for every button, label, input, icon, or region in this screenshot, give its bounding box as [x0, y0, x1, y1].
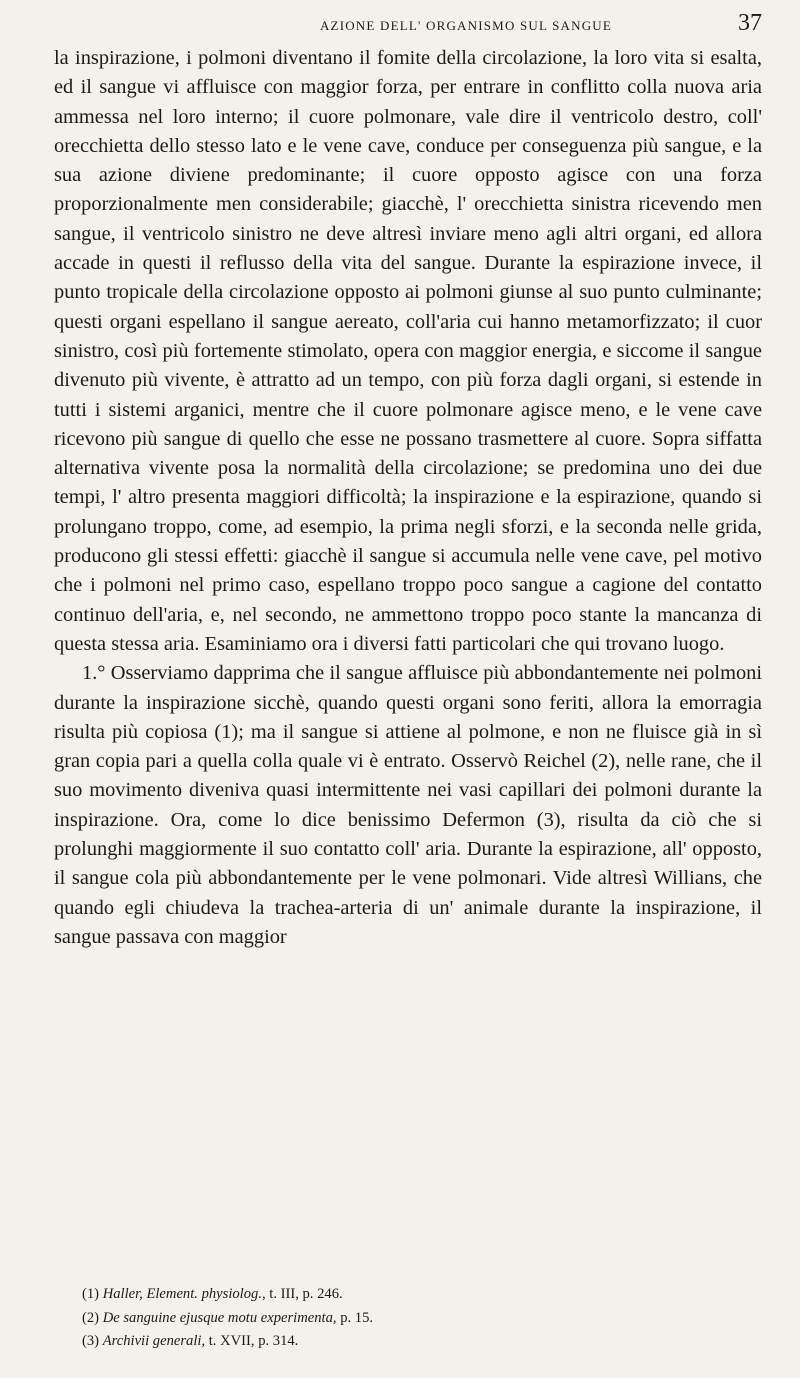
footnote-source: De sanguine ejusque motu experimenta, [102, 1309, 337, 1326]
footnote-mark: (2) [82, 1309, 100, 1326]
footnote-source: Archivii generali, [102, 1333, 206, 1349]
paragraph: la inspirazione, i polmoni diventano il fomite della circolazione, la loro vita si esalta, ed il sangue vi affluisce con maggior forza, per entrare in conflitto colla nuova aria ammessa nel loro interno; il cuore polmonare, vale dire il ventricolo destro, coll' orecchietta dello stesso lato e le vene cave, conduce per conseguenza più sangue, e la sua azione diviene predominante; il cuore opposto agisce con una forza proporzionalmente men considerabile; giacchè, l' orecchietta sinistra ricevendo men sangue, il ventricolo sinistro ne deve altresì inviare meno agli altri organi, ed allora accade in questi il reflusso della vita del sangue. Durante la espirazione invece, il punto tropicale della circolazione opposto ai polmoni giunse al suo punto culminante; questi organi espellano il sangue aereato, coll'aria cui hanno metamorfizzato; il cuor sinistro, così più fortemente stimolato, opera con maggior energia, e siccome il sangue divenuto più vivente, è attratto ad un tempo, con più forza dagli organi, si estende in tutti i sistemi arganici, mentre che il cuore polmonare agisce meno, e le vene cave ricevono più sangue di quello che esse ne possano trasmettere al cuore. Sopra siffatta alternativa vivente posa la normalità della circolazione; se predomina uno dei due tempi, l' altro presenta maggiori difficoltà; la inspirazione e la espirazione, quando si prolungano troppo, come, ad esempio, la prima negli sforzi, e la seconda nelle grida, producono gli stessi effetti: giacchè il sangue si accumula nelle vene cave, pel motivo che i polmoni nel primo caso, espellano troppo poco sangue a cagione del contatto continuo dell'aria, e, nel secondo, ne ammettono troppo poco stante la mancanza di questa stessa aria. Esaminiamo ora i diversi fatti particolari che qui trovano luogo. [54, 47, 762, 655]
footnote-ref: , t. III, p. 246. [261, 1286, 343, 1302]
main-text [54, 44, 762, 952]
running-title: AZIONE DELL' ORGANISMO SUL SANGUE [319, 18, 613, 33]
footnote-mark: (3) [82, 1333, 100, 1349]
footnote-mark: (1) [82, 1286, 100, 1302]
footnote [82, 1283, 762, 1307]
footnote-ref: p. 15. [336, 1309, 374, 1326]
footnote [82, 1330, 762, 1354]
footnote-source: Haller, Element. physiolog. [102, 1286, 262, 1302]
footnote [82, 1307, 762, 1331]
footnotes [82, 1283, 762, 1354]
paragraph: 1.° Osserviamo dapprima che il sangue affluisce più abbondantemente nei polmoni durante la inspirazione sicchè, quando questi organi sono feriti, allora la emorragia risulta più copiosa (1); ma il sangue si attiene al polmone, e non ne fluisce già in sì gran copia pari a quella colla quale vi è entrato. Osservò Reichel (2), nelle rane, che il suo movimento diveniva quasi intermittente nei vasi capillari dei polmoni durante la inspirazione. Ora, come lo dice benissimo Defermon (3), risulta da ciò che si prolunghi maggiormente il suo contatto coll' aria. Durante la espirazione, all' opposto, il sangue cola più abbondantemente per le vene polmonari. Vide altresì Willians, che quando egli chiudeva la trachea-arteria di un' animale durante la inspirazione, il sangue passava con maggior [54, 662, 762, 948]
page-number: 37 [738, 10, 762, 36]
footnote-ref: t. XVII, p. 314. [205, 1333, 299, 1349]
